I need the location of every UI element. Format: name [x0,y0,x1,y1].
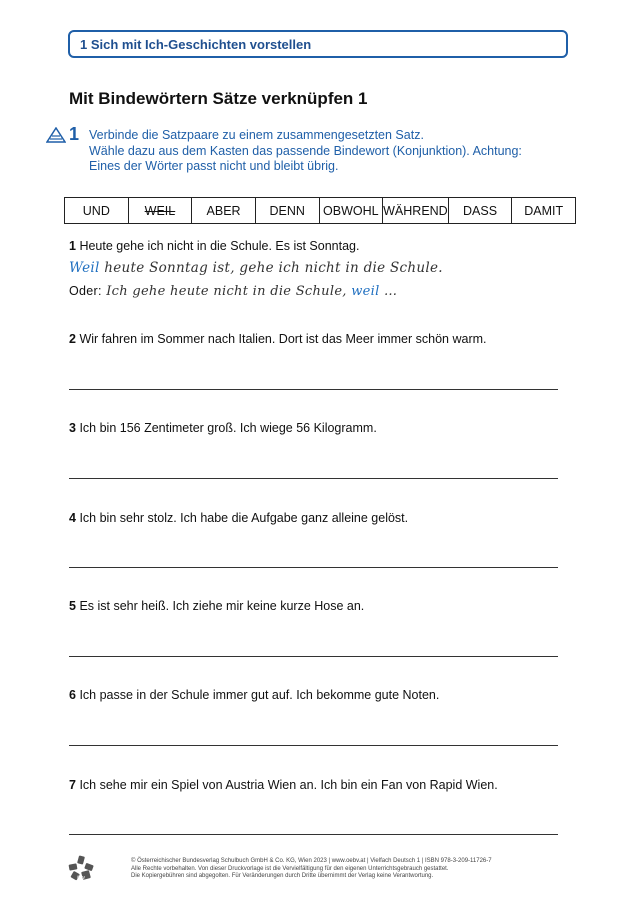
oder-label: Oder: [69,284,102,298]
answer-line-3[interactable] [69,478,558,479]
item-text: Es ist sehr heiß. Ich ziehe mir keine kurze Hose an. [79,599,365,613]
answer-line-2[interactable] [69,389,558,390]
item-number: 5 [69,599,76,613]
word-weil: WEIL [144,203,176,218]
answer-conjunction: Weil [69,260,100,276]
item-number: 4 [69,511,76,525]
word-und: UND [65,198,129,223]
word-damit: DAMIT [524,203,564,218]
word-obwohl: OBWOHL [320,198,384,223]
example-answer [69,260,443,276]
item-number: 6 [69,688,76,702]
copyright-footer [131,858,571,881]
word-weil-crossed [129,198,193,223]
item-text: Ich bin 156 Zentimeter groß. Ich wiege 56 Kilogramm. [79,421,377,435]
word-waehrend: WÄHREND [383,198,449,223]
item-number: 7 [69,778,76,792]
task-instruction [89,128,559,175]
footer-line: © Österreichischer Bundesverlag Schulbuch GmbH & Co. KG, Wien 2023 | www.oebv.at | Vielfach Deutsch 1 | ISBN 978-3-209-11726-7 [131,858,492,864]
item-text: Wir fahren im Sommer nach Italien. Dort ist das Meer immer schön warm. [79,332,487,346]
answer-rest: heute Sonntag ist, gehe ich nicht in die Schule. [99,260,443,276]
sentence-pair-5 [69,599,364,613]
alt-answer-conjunction: weil [351,284,380,299]
item-number: 2 [69,332,76,346]
item-text: Heute gehe ich nicht in die Schule. Es ist Sonntag. [79,239,360,253]
task-number: 1 [69,124,80,144]
answer-line-4[interactable] [69,567,558,568]
alt-answer-start: Ich gehe heute nicht in die Schule, [101,284,352,299]
chapter-title: 1 Sich mit Ich-Geschichten vorstellen [80,36,312,52]
answer-line-6[interactable] [69,745,558,746]
chapter-header [68,30,568,58]
sentence-pair-4 [69,511,408,525]
conjunction-word-box [64,197,576,224]
footer-line: Die Kopiergebühren sind abgegolten. Für Veränderungen durch Dritte übernimmt der Verlag keine Verantwortung. [131,873,434,879]
sentence-pair-2 [69,332,487,346]
sentence-pair-6 [69,688,439,702]
example-alt-answer [69,284,397,299]
word-dass: DASS [449,198,513,223]
item-text: Ich sehe mir ein Spiel von Austria Wien an. Ich bin ein Fan von Rapid Wien. [79,778,498,792]
publisher-logo-icon [68,855,94,881]
answer-line-5[interactable] [69,656,558,657]
item-text: Ich passe in der Schule immer gut auf. Ich bekomme gute Noten. [79,688,440,702]
difficulty-icon [46,127,66,143]
page-title: Mit Bindewörtern Sätze verknüpfen 1 [69,89,368,108]
alt-answer-end: … [379,284,398,299]
instruction-line: Eines der Wörter passt nicht und bleibt übrig. [89,159,339,173]
item-number: 3 [69,421,76,435]
example-sentence-pair [69,239,359,253]
item-text: Ich bin sehr stolz. Ich habe die Aufgabe ganz alleine gelöst. [79,511,409,525]
item-number: 1 [69,239,76,253]
instruction-line: Wähle dazu aus dem Kasten das passende Bindewort (Konjunktion). Achtung: [89,143,522,158]
footer-line: Alle Rechte vorbehalten. Von dieser Druckvorlage ist die Vervielfältigung für den eigenen Unterrichtsgebrauch gestattet. [131,865,449,872]
answer-line-7[interactable] [69,834,558,835]
word-denn: DENN [256,198,320,223]
instruction-line: Verbinde die Satzpaare zu einem zusammengesetzten Satz. [89,128,424,142]
logo-text: öbv [76,875,86,881]
word-aber: ABER [192,198,256,223]
sentence-pair-3 [69,421,377,435]
sentence-pair-7 [69,778,498,792]
